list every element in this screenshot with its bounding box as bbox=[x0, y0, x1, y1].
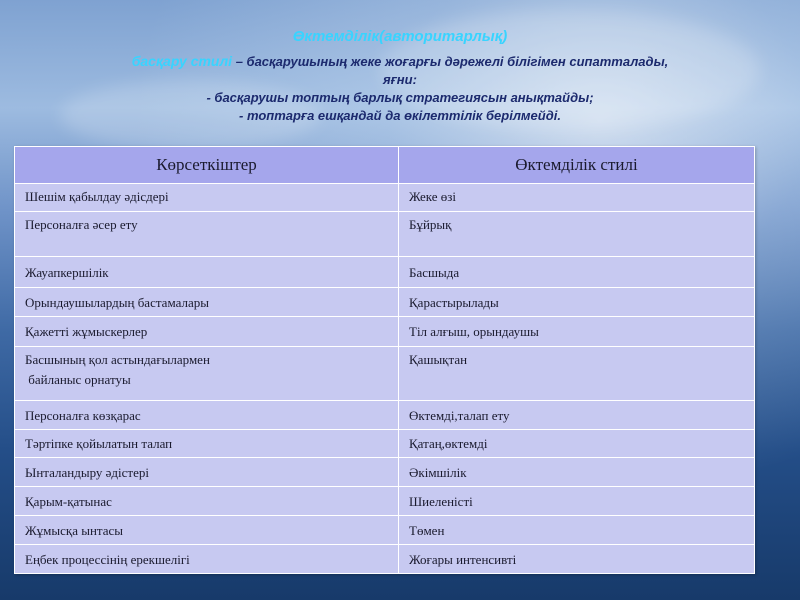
indicator-cell: Персоналға көзқарас bbox=[15, 401, 399, 430]
indicator-cell: Шешім қабылдау әдісдері bbox=[15, 184, 399, 212]
table-row bbox=[15, 184, 755, 212]
indicator-cell: Персоналға әсер ету bbox=[15, 212, 399, 257]
value-cell: Тіл алғыш, орындаушы bbox=[399, 317, 755, 347]
value-cell: Басшыда bbox=[399, 257, 755, 288]
table-row bbox=[15, 430, 755, 458]
value-cell: Шиеленісті bbox=[399, 487, 755, 516]
table-row bbox=[15, 212, 755, 257]
indicator-line: байланыс орнатуы bbox=[25, 372, 131, 387]
table-header-row bbox=[15, 147, 755, 184]
indicator-cell: Жұмысқа ынтасы bbox=[15, 516, 399, 545]
table-row bbox=[15, 257, 755, 288]
slide-title: Өктемділік(авторитарлық) bbox=[292, 28, 508, 45]
yagni-line: яғни: bbox=[383, 72, 417, 87]
table-row bbox=[15, 317, 755, 347]
indicator-cell: Жауапкершілік bbox=[15, 257, 399, 288]
value-cell: Төмен bbox=[399, 516, 755, 545]
indicator-cell: Қажетті жұмыскерлер bbox=[15, 317, 399, 347]
table-row bbox=[15, 487, 755, 516]
indicator-cell: Тәртіпке қойылатын талап bbox=[15, 430, 399, 458]
comparison-table bbox=[14, 146, 755, 574]
bullet-strategy: - басқарушы топтың барлық стратегиясын анықтайды; bbox=[206, 90, 594, 105]
table-row bbox=[15, 545, 755, 574]
value-cell: Қашықтан bbox=[399, 347, 755, 401]
table-row bbox=[15, 516, 755, 545]
indicator-cell: Еңбек процессінің ерекшелігі bbox=[15, 545, 399, 574]
value-cell: Қарастырылады bbox=[399, 288, 755, 317]
indicator-cell: Қарым-қатынас bbox=[15, 487, 399, 516]
value-cell: Қатаң,өктемді bbox=[399, 430, 755, 458]
definition-term: басқару стилі bbox=[131, 53, 233, 69]
value-cell: Өктемді,талап ету bbox=[399, 401, 755, 430]
table-row bbox=[15, 401, 755, 430]
slide-header bbox=[0, 28, 800, 125]
table-row bbox=[15, 288, 755, 317]
column-header-indicators: Көрсеткіштер bbox=[15, 147, 399, 184]
value-cell: Әкімшілік bbox=[399, 458, 755, 487]
indicator-cell: Орындаушылардың бастамалары bbox=[15, 288, 399, 317]
table-row bbox=[15, 347, 755, 401]
table-row bbox=[15, 458, 755, 487]
value-cell: Жеке өзі bbox=[399, 184, 755, 212]
indicator-cell bbox=[15, 347, 399, 401]
column-header-authoritarian-style: Өктемділік стилі bbox=[399, 147, 755, 184]
indicator-line: Басшының қол астындағылармен bbox=[25, 352, 210, 367]
definition-line bbox=[0, 52, 800, 71]
value-cell: Бұйрық bbox=[399, 212, 755, 257]
indicator-cell: Ынталандыру әдістері bbox=[15, 458, 399, 487]
definition-text: – басқарушының жеке жоғарғы дәрежелі білігімен сипатталады, bbox=[232, 54, 669, 69]
bullet-authority: - топтарға ешқандай да өкілеттілік берілмейді. bbox=[239, 108, 561, 123]
value-cell: Жоғары интенсивті bbox=[399, 545, 755, 574]
